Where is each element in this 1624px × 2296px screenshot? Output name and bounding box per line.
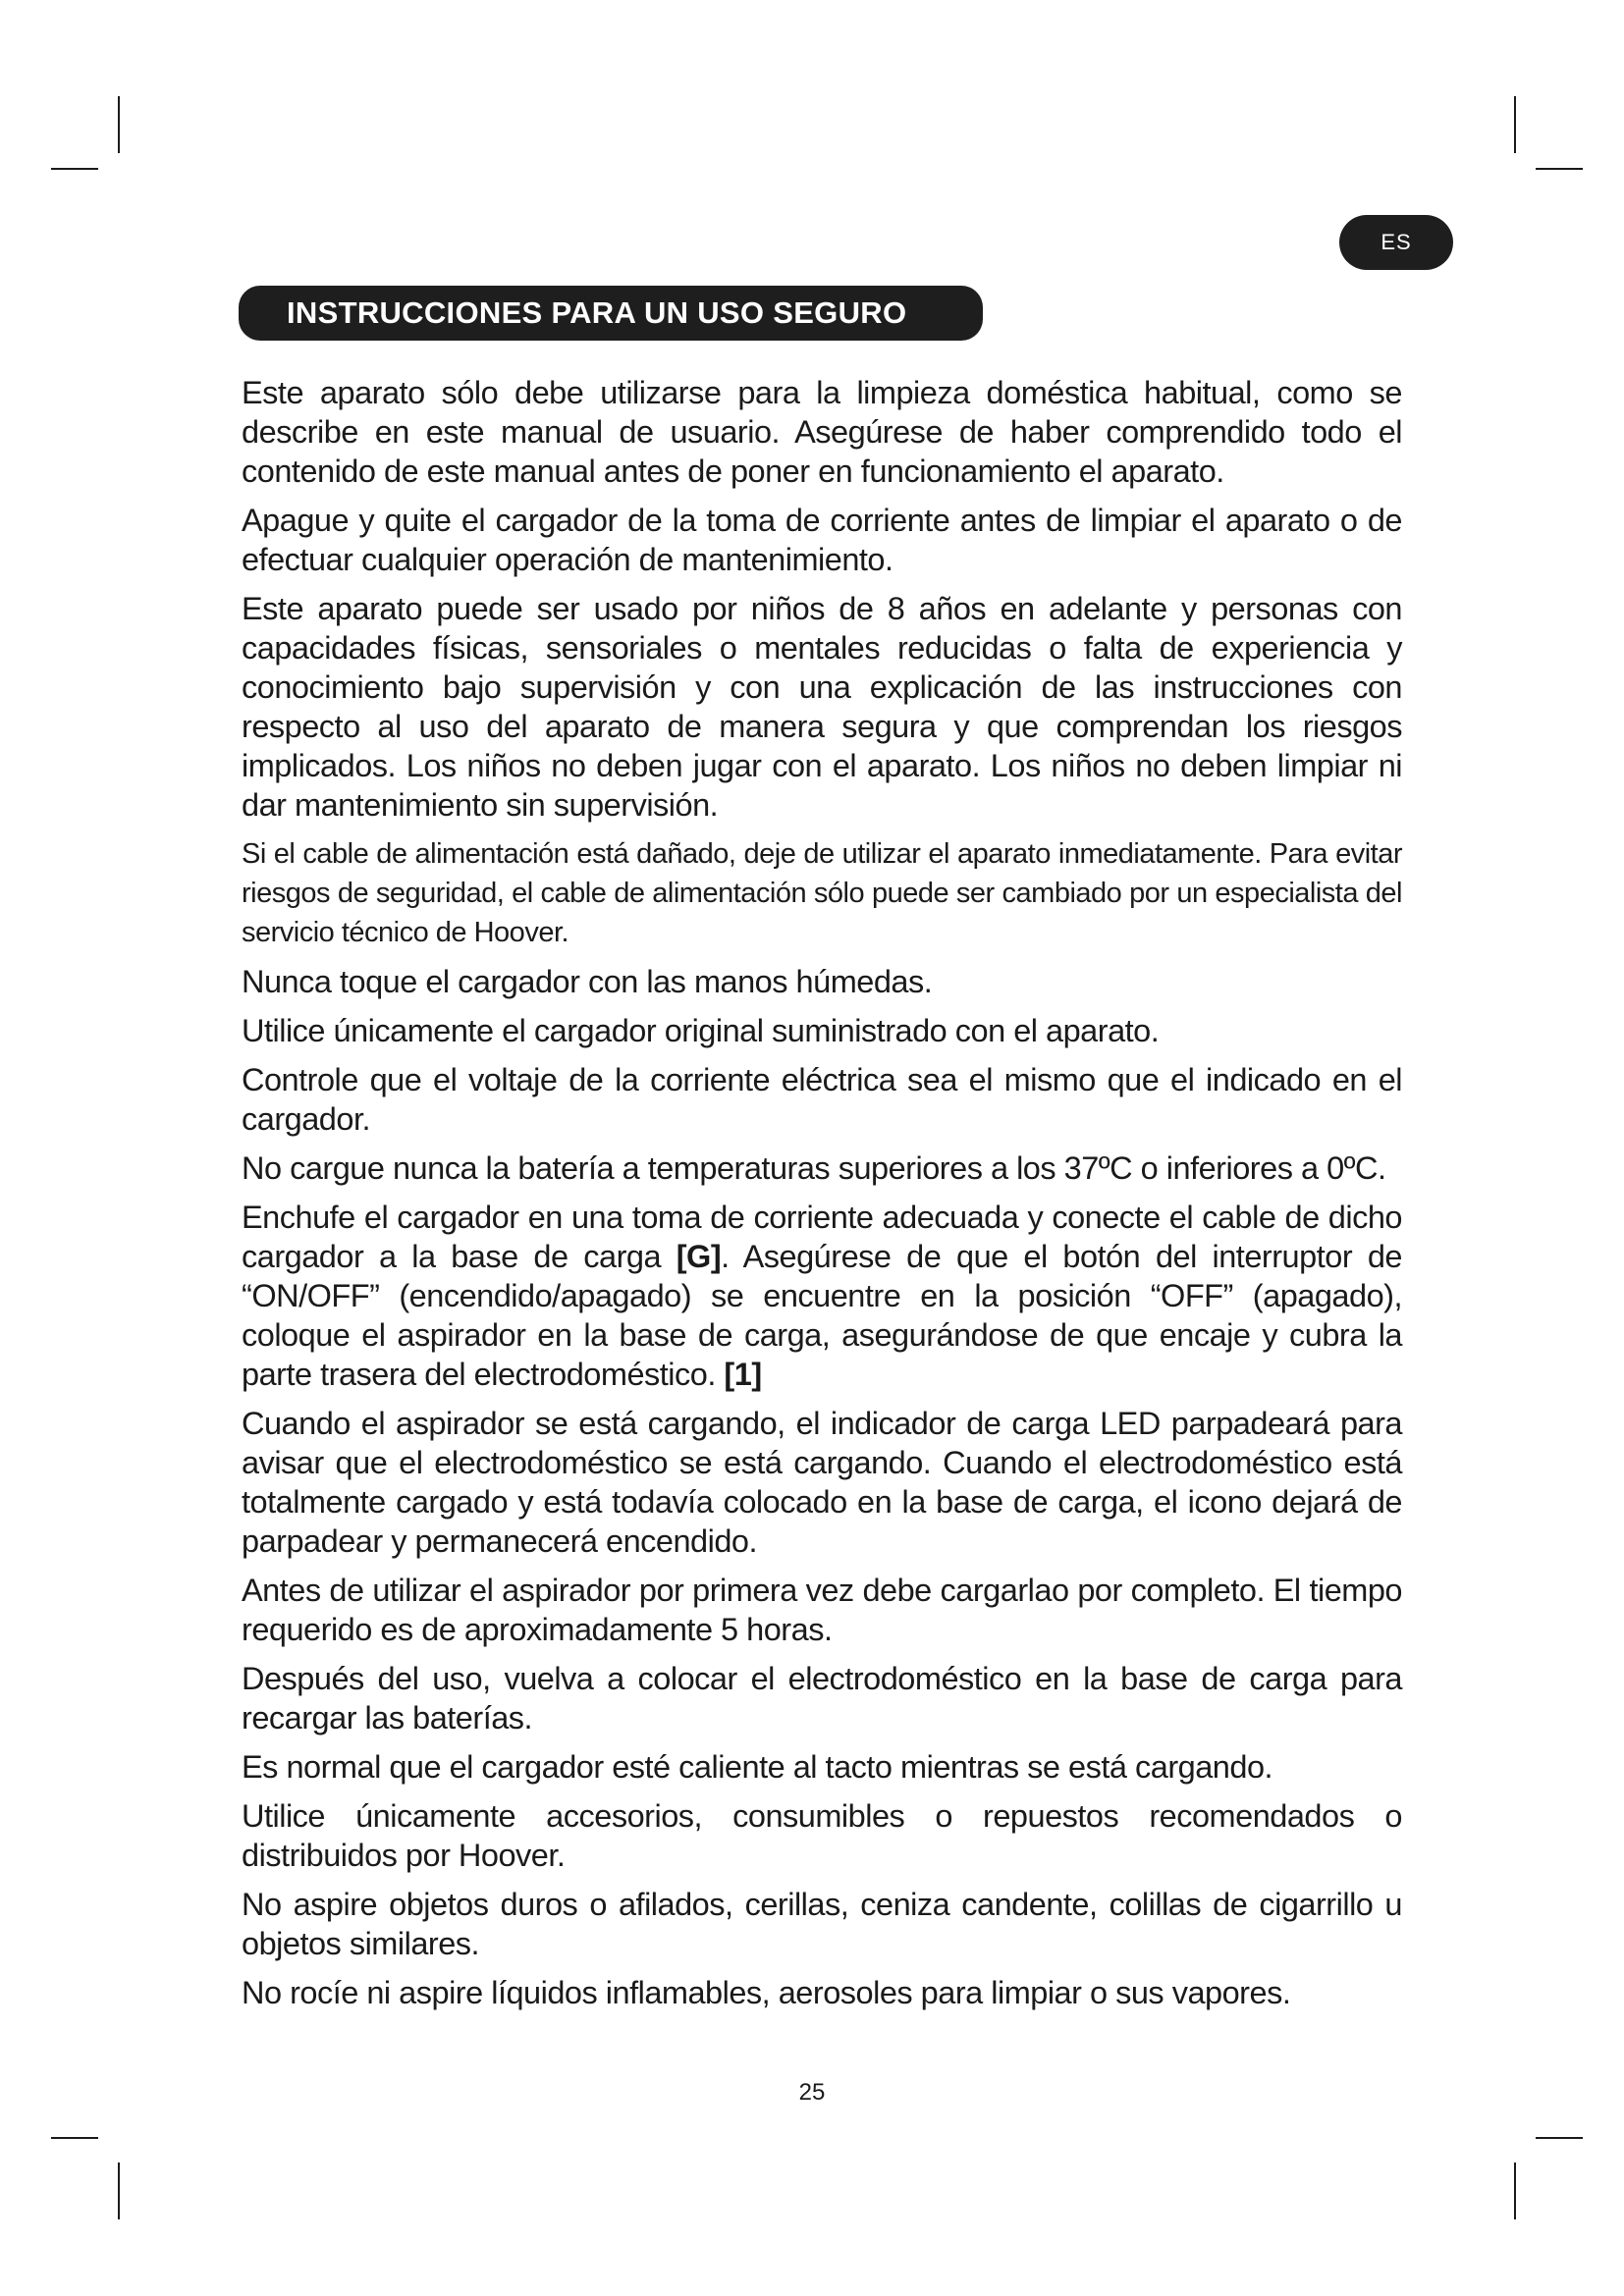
crop-mark [1536, 168, 1583, 170]
paragraph: No aspire objetos duros o afilados, cerillas, ceniza candente, colillas de cigarrillo u objetos similares. [242, 1887, 1402, 1961]
language-badge: ES [1339, 215, 1453, 270]
paragraph-text: Enchufe el cargador en una toma de corriente adecuada y conecte el cable de dicho cargador a la base de carga [242, 1200, 1402, 1274]
crop-mark [1514, 96, 1516, 153]
paragraph: Antes de utilizar el aspirador por primera vez debe cargarlao por completo. El tiempo requerido es de aproximadamente 5 horas. [242, 1573, 1402, 1647]
crop-mark [51, 168, 98, 170]
paragraph [242, 1198, 1402, 1394]
paragraph: Nunca toque el cargador con las manos húmedas. [242, 964, 933, 999]
section-title: INSTRUCCIONES PARA UN USO SEGURO [239, 286, 983, 341]
paragraph: Apague y quite el cargador de la toma de corriente antes de limpiar el aparato o de efectuar cualquier operación de mantenimiento. [242, 503, 1402, 577]
paragraph: Controle que el voltaje de la corriente eléctrica sea el mismo que el indicado en el cargador. [242, 1062, 1402, 1137]
paragraph: Si el cable de alimentación está dañado, deje de utilizar el aparato inmediatamente. Para evitar riesgos de seguridad, el cable de alimentación sólo puede ser cambiado por un especialista del servicio técnico de Hoover. [242, 838, 1402, 948]
paragraph: Utilice únicamente accesorios, consumibles o repuestos recomendados o distribuidos por Hoover. [242, 1798, 1402, 1873]
instructions-body [242, 373, 1402, 2022]
crop-mark [51, 2137, 98, 2139]
crop-mark [1536, 2137, 1583, 2139]
paragraph: No rocíe ni aspire líquidos inflamables, aerosoles para limpiar o sus vapores. [242, 1975, 1291, 2010]
paragraph: Es normal que el cargador esté caliente al tacto mientras se está cargando. [242, 1749, 1273, 1785]
crop-mark [118, 2163, 120, 2219]
paragraph: Cuando el aspirador se está cargando, el indicador de carga LED parpadeará para avisar que el electrodoméstico se está cargando. Cuando el electrodoméstico está totalmente cargado y está todavía colocado en la base de carga, el icono dejará de parpadear y permanecerá encendido. [242, 1406, 1402, 1559]
figure-reference-1: [1] [724, 1357, 762, 1392]
paragraph-text: . Asegúrese de que el botón del interruptor de “ON/OFF” (encendido/apagado) se encuentre en la posición “OFF” (apagado), coloque el aspirador en la base de carga, asegurándose de que encaje y cubra la parte trasera del electrodoméstico. [242, 1239, 1402, 1392]
paragraph: Después del uso, vuelva a colocar el electrodoméstico en la base de carga para recargar las baterías. [242, 1661, 1402, 1735]
figure-reference-g: [G] [676, 1239, 722, 1274]
paragraph: Este aparato sólo debe utilizarse para la limpieza doméstica habitual, como se describe en este manual de usuario. Asegúrese de haber comprendido todo el contenido de este manual antes de poner en funcionamiento el aparato. [242, 375, 1402, 489]
crop-mark [1514, 2163, 1516, 2219]
page-number: 25 [798, 2079, 826, 2106]
paragraph: Este aparato puede ser usado por niños de 8 años en adelante y personas con capacidades físicas, sensoriales o mentales reducidas o falta de experiencia y conocimiento bajo supervisión y con una explicación de las instrucciones con respecto al uso del aparato de manera segura y que comprendan los riesgos implicados. Los niños no deben jugar con el aparato. Los niños no deben limpiar ni dar mantenimiento sin supervisión. [242, 591, 1402, 823]
paragraph: Utilice únicamente el cargador original suministrado con el aparato. [242, 1013, 1160, 1048]
paragraph: No cargue nunca la batería a temperaturas superiores a los 37ºC o inferiores a 0ºC. [242, 1150, 1386, 1186]
crop-mark [118, 96, 120, 153]
